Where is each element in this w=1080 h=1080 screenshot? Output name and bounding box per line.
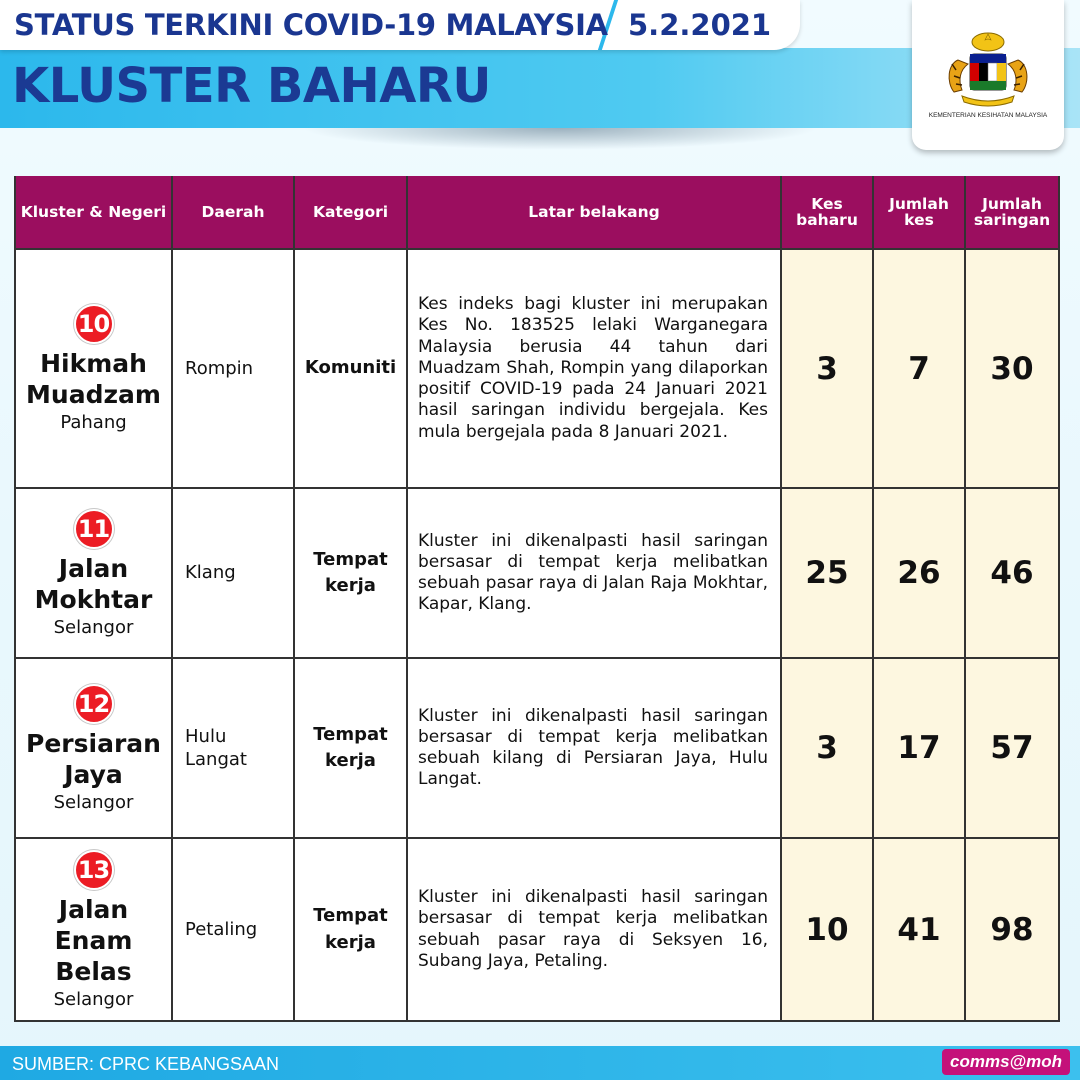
total-screening-cell: 57: [966, 659, 1058, 837]
cluster-number-badge: 11: [74, 509, 114, 549]
total-cases-cell: 7: [874, 250, 964, 487]
header-top-bar: [0, 0, 800, 50]
total-cases-cell: 26: [874, 489, 964, 657]
header-category: Kategori: [295, 176, 406, 248]
page-title: KLUSTER BAHARU: [12, 58, 491, 114]
category-text: Tempat: [313, 723, 388, 745]
header-cluster: Kluster & Negeri: [16, 176, 171, 248]
cluster-cell: [16, 659, 171, 837]
header-shadow: [300, 128, 820, 150]
source-text: SUMBER: CPRC KEBANGSAAN: [12, 1054, 280, 1074]
header-background: Latar belakang: [408, 176, 780, 248]
cluster-state: Pahang: [60, 412, 127, 433]
category-cell: [295, 659, 406, 837]
district-text: Langat: [185, 749, 247, 770]
total-cases-cell: 41: [874, 839, 964, 1020]
cluster-state: Selangor: [53, 988, 134, 1010]
total-cases-cell: 17: [874, 659, 964, 837]
category-cell: [295, 489, 406, 657]
header-total-screening: Jumlah saringan: [966, 176, 1058, 248]
background-text: Kluster ini dikenalpasti hasil saringan bersasar di tempat kerja melibatkan sebuah pasar raya di Seksyen 16, Subang Jaya, Petaling.: [418, 887, 768, 971]
district-cell: [173, 489, 293, 657]
background-text: Kluster ini dikenalpasti hasil saringan bersasar di tempat kerja melibatkan sebuah kilang di Persiaran Jaya, Hulu Langat.: [418, 705, 768, 790]
district-text: Hulu: [185, 725, 227, 747]
background-cell: [408, 250, 780, 487]
cluster-name-line: Jalan: [58, 894, 129, 924]
cluster-state: Selangor: [53, 616, 134, 638]
category-cell: [295, 839, 406, 1020]
category-text: Komuniti: [304, 357, 397, 379]
district-cell: [173, 250, 293, 487]
background-text: Kes indeks bagi kluster ini merupakan Kes No. 183525 lelaki Warganegara Malaysia berusia 44 tahun dari Muadzam Shah, Rompin yang dilaporkan positif COVID-19 pada 24 Januari 2021 hasil saringan individu bergejala. Kes mula bergejala pada 8 Januari 2021.: [418, 294, 768, 442]
district-text: Klang: [185, 562, 236, 584]
cluster-name-line: Jalan: [58, 553, 129, 583]
status-title: STATUS TERKINI COVID-19 MALAYSIA: [14, 8, 608, 42]
header-total-cases: Jumlah kes: [874, 176, 964, 248]
total-screening-cell: 98: [966, 839, 1058, 1020]
cluster-name-line: Muadzam: [26, 380, 161, 409]
ministry-caption: KEMENTERIAN KESIHATAN MALAYSIA: [928, 112, 1048, 119]
cluster-state: Selangor: [53, 791, 134, 813]
cluster-cell: [16, 489, 171, 657]
cluster-name-line: Mokhtar: [34, 584, 153, 614]
category-cell: [295, 250, 406, 487]
brand-badge: comms@moh: [942, 1049, 1070, 1075]
table-header-row: [14, 176, 1060, 248]
malaysia-coat-of-arms-icon: [938, 30, 1038, 110]
cluster-name-line: Belas: [55, 956, 132, 986]
new-cases-cell: 25: [782, 489, 872, 657]
category-text: kerja: [325, 931, 376, 953]
background-cell: [408, 659, 780, 837]
total-screening-cell: 46: [966, 489, 1058, 657]
new-cases-cell: 3: [782, 250, 872, 487]
cluster-table: [14, 176, 1060, 1022]
header-district: Daerah: [173, 176, 293, 248]
cluster-cell: [16, 839, 171, 1020]
category-text: Tempat: [313, 548, 388, 570]
cluster-number-badge: 12: [74, 684, 114, 724]
district-text: Petaling: [185, 918, 258, 940]
cluster-number-badge: 13: [74, 850, 114, 890]
ministry-logo: [912, 0, 1064, 150]
cluster-name-line: Hikmah: [40, 349, 147, 378]
district-cell: [173, 659, 293, 837]
report-date: 5.2.2021: [628, 8, 772, 42]
total-screening-cell: 30: [966, 250, 1058, 487]
cluster-cell: [16, 250, 171, 487]
new-cases-cell: 10: [782, 839, 872, 1020]
footer-bar: [0, 1046, 1080, 1080]
category-text: kerja: [325, 750, 376, 771]
cluster-name-line: Persiaran: [26, 728, 161, 758]
category-text: kerja: [325, 575, 376, 596]
district-text: Rompin: [185, 357, 254, 379]
cluster-name-line: Enam: [54, 925, 133, 955]
background-cell: [408, 839, 780, 1020]
new-cases-cell: 3: [782, 659, 872, 837]
cluster-name-line: Jaya: [64, 759, 123, 789]
category-text: Tempat: [313, 905, 388, 927]
header-new-cases: Kes baharu: [782, 176, 872, 248]
background-cell: [408, 489, 780, 657]
district-cell: [173, 839, 293, 1020]
cluster-number-badge: 10: [74, 304, 114, 344]
background-text: Kluster ini dikenalpasti hasil saringan bersasar di tempat kerja melibatkan sebuah pasar raya di Jalan Raja Mokhtar, Kapar, Klang.: [418, 530, 768, 615]
